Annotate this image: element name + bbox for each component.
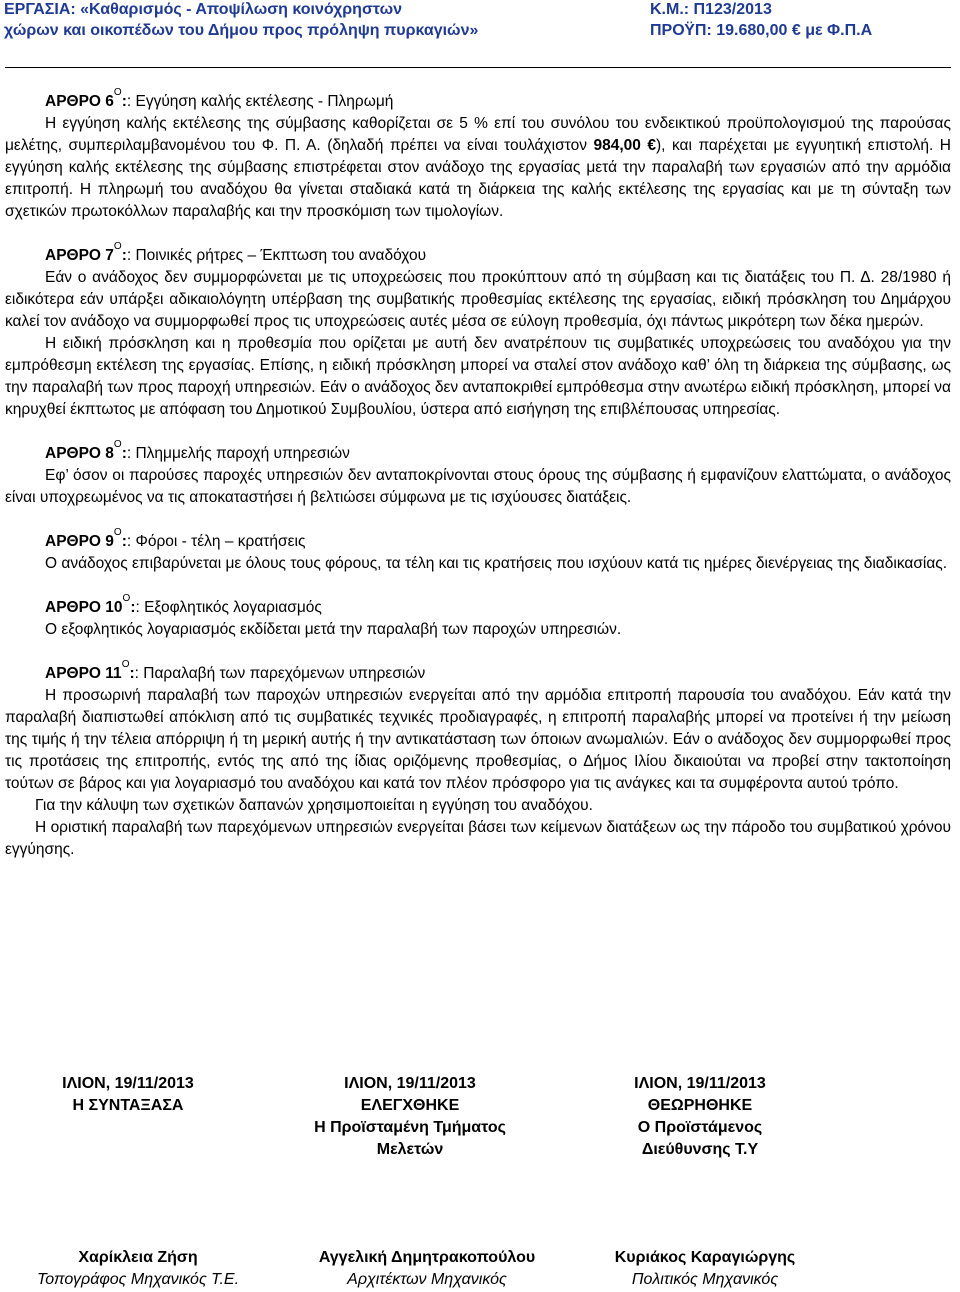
- signatory-checker: [292, 1247, 562, 1291]
- signature-role: Η ΣΥΝΤΑΞΑΣΑ: [72, 1097, 184, 1114]
- article-8-title: : Πλημμελής παροχή υπηρεσιών: [126, 445, 350, 462]
- signature-role: ΘΕΩΡΗΘΗΚΕ: [647, 1097, 753, 1114]
- signature-position: Ο Προϊστάμενος: [637, 1119, 763, 1136]
- article-8-paragraph: Εφ’ όσον οι παρούσες παροχές υπηρεσιών δεν ανταποκρίνονται στους όρους της σύμβασης ή εμφανίζουν ελαττώματα, ο ανάδοχος είναι υποχρεωμένος να τις αποκαταστήσει ή βελτιώσει σύμφωνα με τις ισχύουσες διατάξεις.: [5, 467, 951, 506]
- header-project-title-line2: χώρων και οικοπέδων του Δήμου προς πρόληψη πυρκαγιών»: [4, 22, 479, 39]
- article-7-colon: :: [121, 247, 127, 264]
- signature-role: ΕΛΕΓΧΘΗΚΕ: [360, 1097, 460, 1114]
- article-9-heading: [5, 527, 951, 553]
- article-11-title: : Παραλαβή των παρεχόμενων υπηρεσιών: [134, 665, 426, 682]
- article-9-paragraph: Ο ανάδοχος επιβαρύνεται με όλους τους φόρους, τα τέλη και τις κρατήσεις που ισχύουν κατά τις ημέρες διενέργειας της διαδικασίας.: [45, 555, 948, 572]
- document-body: [5, 87, 951, 861]
- signatory-name: Αγγελική Δημητρακοπούλου: [318, 1249, 536, 1266]
- article-11-colon: :: [129, 665, 135, 682]
- article-6-paragraph: [5, 113, 951, 223]
- article-6-text-a: Η εγγύηση καλής εκτέλεσης της σύμβασης καθορίζεται σε 5 % επί του συνόλου του ενδεικτικού προϋπολογισμού της παρούσας μελέτης, συμπεριλαμβανομένου του Φ. Π. Α. (δηλαδή πρέπει να είναι τουλάχιστον: [5, 115, 951, 154]
- signatory-title: Τοπογράφος Μηχανικός Τ.Ε.: [36, 1271, 240, 1288]
- article-8-sup: Ο: [113, 439, 122, 450]
- signature-approver: [590, 1073, 810, 1161]
- article-7-paragraph-1: Εάν ο ανάδοχος δεν συμμορφώνεται με τις υποχρεώσεις που προκύπτουν από τη σύμβαση και τις διατάξεις του Π. Δ. 28/1980 ή ειδικότερα εάν υπάρξει αδικαιολόγητη υπέρβαση της συμβατικής προθεσμίας εκτέλεσης της εργασίας, ειδική πρόσκληση του Δημάρχου καλεί τον ανάδοχο να συμμορφωθεί προς τις υποχρεώσεις αυτές μέσα σε εύλογη προθεσμία, όχι πάντως μικρότερη των δέκα ημερών.: [5, 269, 951, 330]
- article-8-heading: [5, 439, 951, 465]
- signature-department: Διεύθυνσης Τ.Υ: [641, 1141, 759, 1158]
- signature-date: ΙΛΙΟΝ, 19/11/2013: [62, 1075, 194, 1092]
- signature-position: Η Προϊσταμένη Τμήματος: [314, 1119, 506, 1136]
- article-8-colon: :: [121, 445, 127, 462]
- article-8-label: ΑΡΘΡΟ 8: [45, 445, 114, 462]
- article-10-colon: :: [130, 599, 136, 616]
- article-7-label: ΑΡΘΡΟ 7: [45, 247, 114, 264]
- signatory-approver: [590, 1247, 820, 1291]
- article-10-label: ΑΡΘΡΟ 10: [45, 599, 123, 616]
- signature-checker: [300, 1073, 520, 1161]
- header-budget: ΠΡΟΫΠ: 19.680,00 € με Φ.Π.Α: [650, 22, 873, 39]
- article-9-colon: :: [121, 533, 127, 550]
- signature-department: Μελετών: [376, 1141, 444, 1158]
- article-9-title: : Φόροι - τέλη – κρατήσεις: [126, 533, 306, 550]
- article-7-title: : Ποινικές ρήτρες – Έκπτωση του αναδόχου: [126, 247, 427, 264]
- article-6-colon: :: [121, 93, 127, 110]
- article-10-title: : Εξοφλητικός λογαριασμός: [135, 599, 322, 616]
- article-6-sup: Ο: [113, 87, 122, 98]
- signatory-title: Αρχιτέκτων Μηχανικός: [347, 1271, 507, 1288]
- article-11-heading: [5, 659, 951, 685]
- article-11-sup: Ο: [121, 659, 130, 670]
- article-8: [5, 439, 951, 509]
- guarantee-amount: 984,00 €: [593, 137, 656, 154]
- article-11-paragraph-3: Η οριστική παραλαβή των παρεχόμενων υπηρεσιών ενεργείται βάσει των κείμενων διατάξεων ως την πάροδο του συμβατικού χρόνου εγγύησης.: [5, 819, 951, 858]
- signature-author: [18, 1073, 238, 1117]
- signature-date: ΙΛΙΟΝ, 19/11/2013: [344, 1075, 476, 1092]
- header-project-code: Κ.Μ.: Π123/2013: [650, 1, 772, 18]
- article-10: [5, 593, 951, 641]
- signature-date: ΙΛΙΟΝ, 19/11/2013: [634, 1075, 766, 1092]
- article-10-paragraph: Ο εξοφλητικός λογαριασμός εκδίδεται μετά την παραλαβή των παροχών υπηρεσιών.: [45, 621, 622, 638]
- article-10-sup: Ο: [122, 593, 131, 604]
- article-9-sup: Ο: [113, 527, 122, 538]
- signatory-name: Χαρίκλεια Ζήση: [78, 1249, 198, 1266]
- article-10-heading: [5, 593, 951, 619]
- article-11: [5, 659, 951, 861]
- signatory-name: Κυριάκος Καραγιώργης: [614, 1249, 796, 1266]
- article-6-title: : Εγγύηση καλής εκτέλεσης - Πληρωμή: [126, 93, 394, 110]
- article-7: [5, 241, 951, 421]
- article-11-paragraph-1: Η προσωρινή παραλαβή των παροχών υπηρεσιών ενεργείται από την αρμόδια επιτροπή παρουσία του αναδόχου. Εάν κατά την παραλαβή διαπιστωθεί απόκλιση από τις συμβατικές τεχνικές προδιαγραφές, η επιτροπή παραλαβής μπορεί να προτείνει ή την μείωση της τιμής ή την τέλεια απόρριψη ή τη μερική αυτής ή την αντικατάσταση των όποιων ανωμαλιών. Εάν ο ανάδοχος δεν συμμορφωθεί προς τις προτάσεις της επιτροπής, εντός της από της ίδιας οριζόμενης προθεσμίας, ο Δήμος Ιλίου δικαιούται να προβεί στην τακτοποίηση τούτων σε βάρος και για λογαριασμό του αναδόχου και κατά τον πλέον πρόσφορο για τις ανάγκες και τα συμφέροντα αυτού τρόπο.: [5, 687, 951, 792]
- header-project-title-line1: ΕΡΓΑΣΙΑ: «Καθαρισμός - Αποψίλωση κοινόχρηστων: [4, 1, 403, 18]
- article-6: [5, 87, 951, 223]
- article-6-heading: [5, 87, 951, 113]
- article-11-label: ΑΡΘΡΟ 11: [45, 665, 122, 682]
- article-6-label: ΑΡΘΡΟ 6: [45, 93, 114, 110]
- header-divider: [5, 67, 951, 68]
- article-9: [5, 527, 951, 575]
- signatory-author: [18, 1247, 258, 1291]
- article-11-paragraph-2: Για την κάλυψη των σχετικών δαπανών χρησιμοποιείται η εγγύηση του αναδόχου.: [35, 797, 593, 814]
- article-6-text-b: ), και παρέχεται με εγγυητική επιστολή. Η εγγύηση καλής εκτέλεσης της σύμβασης επιστρέφεται στον ανάδοχο της εργασίας μετά την παραλαβή των εργασιών από την αρμόδια επιτροπή. Η πληρωμή του αναδόχου θα γίνεται σταδιακά κατά τη διάρκεια της καλής εκτέλεσης της εργασίας και με τη σύνταξη των σχετικών πρωτοκόλλων παραλαβής και την προσκόμιση των τιμολογίων.: [5, 137, 951, 220]
- article-7-paragraph-2: Η ειδική πρόσκληση και η προθεσμία που ορίζεται με αυτή δεν ανατρέπουν τις συμβατικές υποχρεώσεις του αναδόχου για την εμπρόθεσμη εκτέλεση της εργασίας. Επίσης, η ειδική πρόσκληση μπορεί να σταλεί στον ανάδοχο καθ’ όλη τη διάρκεια της σύμβασης, ως την παραλαβή των προς παροχή υπηρεσιών. Εάν ο ανάδοχος δεν ανταποκριθεί εμπρόθεσμα στην ανωτέρω ειδική πρόσκληση, μπορεί να κηρυχθεί έκπτωτος με απόφαση του Δημοτικού Συμβουλίου, ύστερα από εισήγηση της επιβλέπουσας υπηρεσίας.: [5, 335, 951, 418]
- article-9-label: ΑΡΘΡΟ 9: [45, 533, 114, 550]
- signatory-title: Πολιτικός Μηχανικός: [631, 1271, 779, 1288]
- article-7-sup: Ο: [113, 241, 122, 252]
- article-7-heading: [5, 241, 951, 267]
